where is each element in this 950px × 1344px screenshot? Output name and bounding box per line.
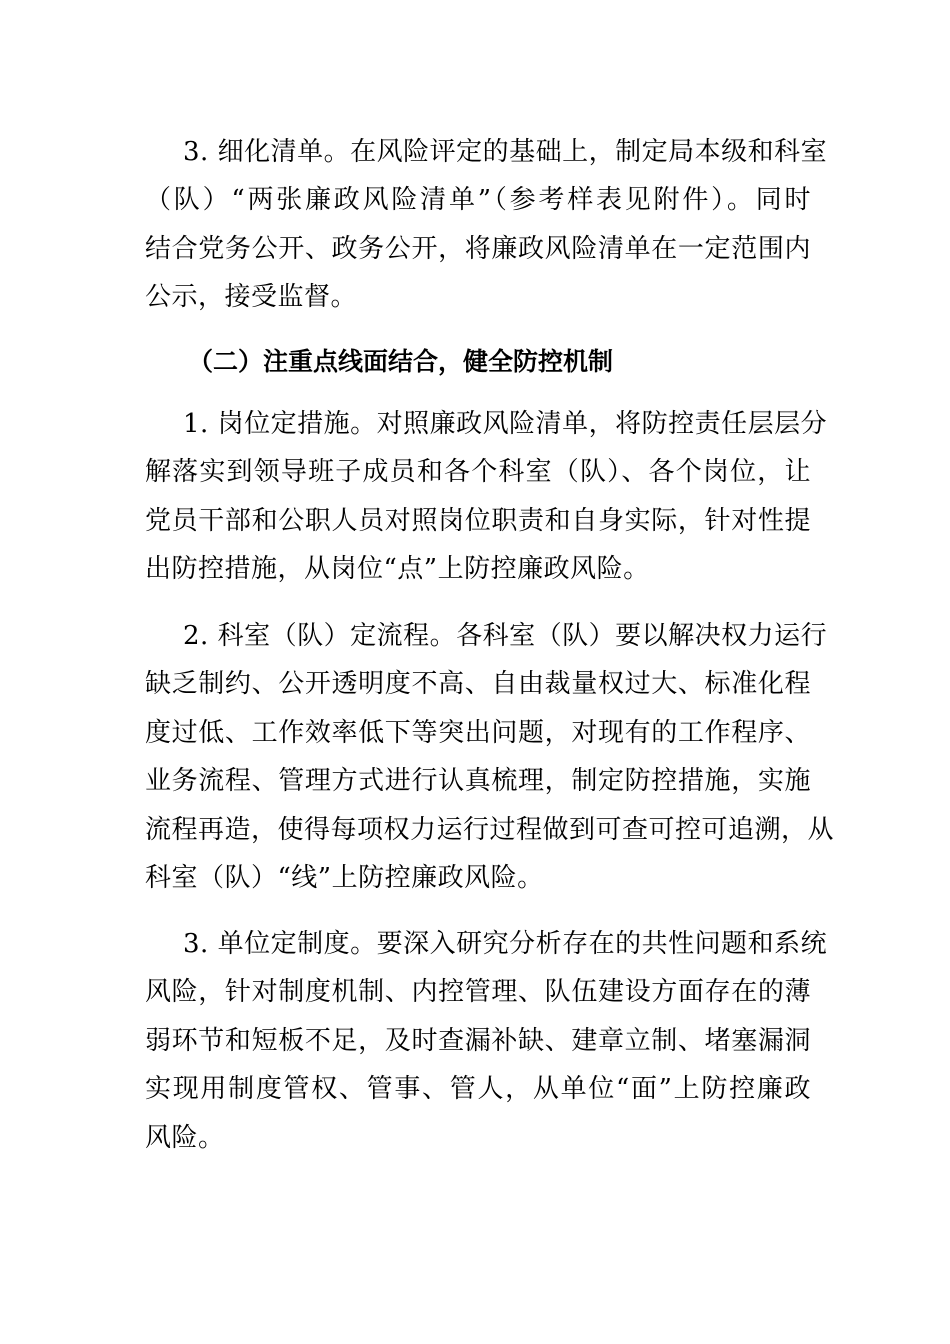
text-line: 弱环节和短板不足，及时查漏补缺、建章立制、堵塞漏洞 bbox=[145, 1025, 811, 1056]
text-line: 度过低、工作效率低下等突出问题，对现有的工作程序、 bbox=[145, 717, 811, 748]
text-line: 3. 细化清单。在风险评定的基础上，制定局本级和科室 bbox=[183, 137, 828, 167]
text-line: 流程再造，使得每项权力运行过程做到可查可控可追溯，从 bbox=[145, 814, 835, 845]
text-line: 缺乏制约、公开透明度不高、自由裁量权过大、标准化程 bbox=[145, 669, 811, 700]
text-line: 公示，接受监督。 bbox=[145, 282, 358, 313]
text-line: 解落实到领导班子成员和各个科室（队）、各个岗位，让 bbox=[145, 457, 811, 488]
paragraph-department-process bbox=[145, 612, 835, 902]
text-line: 科室（队）“线”上防控廉政风险。 bbox=[145, 862, 544, 893]
text-line: 风险，针对制度机制、内控管理、队伍建设方面存在的薄 bbox=[145, 977, 811, 1008]
text-line: 出防控措施，从岗位“点”上防控廉政风险。 bbox=[145, 554, 650, 585]
text-line: 1. 岗位定措施。对照廉政风险清单，将防控责任层层分 bbox=[183, 409, 828, 439]
text-line: 实现用制度管权、管事、管人，从单位“面”上防控廉政 bbox=[145, 1074, 811, 1105]
paragraph-post-measures bbox=[145, 400, 828, 594]
text-line: 2. 科室（队）定流程。各科室（队）要以解决权力运行 bbox=[183, 621, 828, 651]
text-line: 风险。 bbox=[145, 1122, 225, 1153]
text-line: 党员干部和公职人员对照岗位职责和自身实际，针对性提 bbox=[145, 505, 811, 536]
text-line: 结合党务公开、政务公开，将廉政风险清单在一定范围内 bbox=[145, 233, 811, 264]
text-line: （队）“两张廉政风险清单”（参考样表见附件）。同时 bbox=[145, 185, 811, 216]
paragraph-unit-system bbox=[145, 920, 828, 1162]
text-line: 业务流程、管理方式进行认真梳理，制定防控措施，实施 bbox=[145, 766, 811, 797]
section-heading: （二）注重点线面结合，健全防控机制 bbox=[188, 347, 614, 376]
text-line: 3. 单位定制度。要深入研究分析存在的共性问题和系统 bbox=[183, 929, 828, 959]
paragraph-refine-list bbox=[145, 128, 828, 322]
